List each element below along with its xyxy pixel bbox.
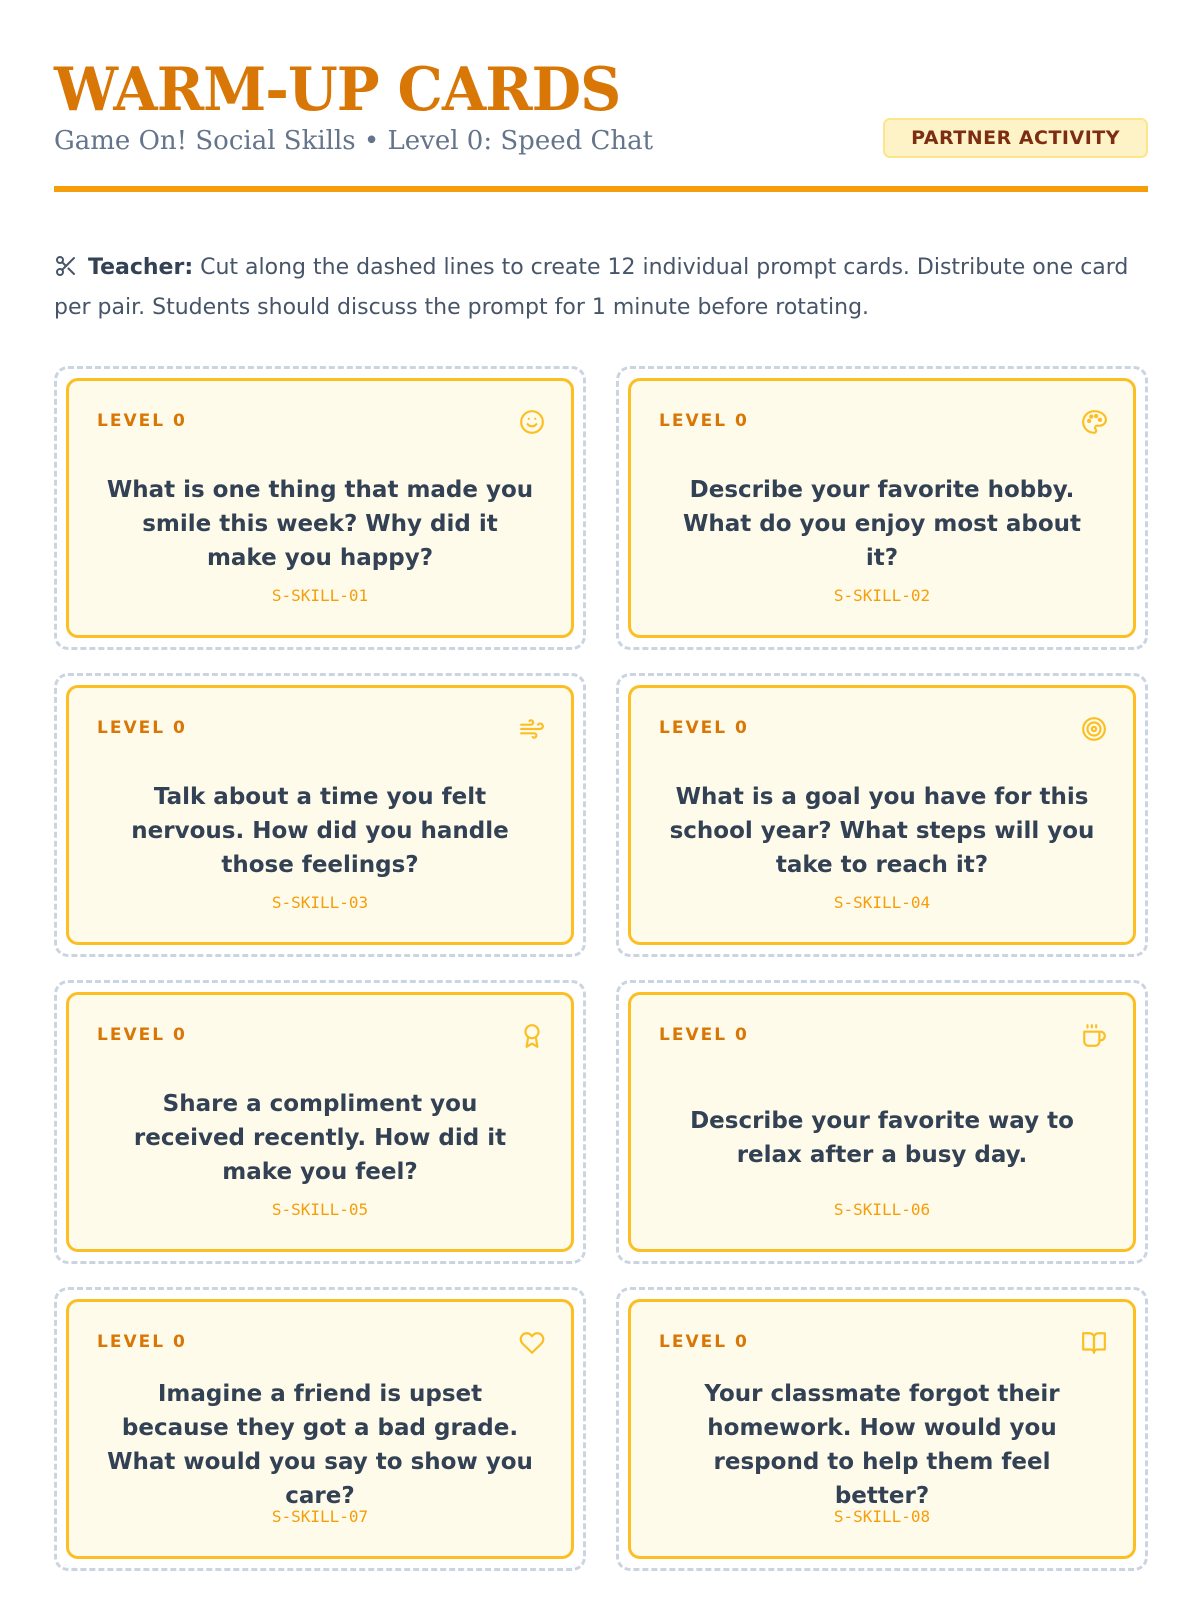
- card-level: LEVEL 0: [659, 718, 749, 738]
- prompt-card: [628, 1299, 1136, 1559]
- teacher-label: Teacher:: [88, 255, 194, 280]
- prompt-card: [628, 685, 1136, 945]
- card-code: S-SKILL-03: [271, 893, 369, 912]
- prompt-card: [66, 685, 574, 945]
- card-prompt: What is one thing that made you smile this week? Why did it make you happy?: [106, 477, 534, 571]
- page-title: WARM-UP CARDS: [54, 55, 621, 125]
- card-prompt: Describe your favorite way to relax after a busy day.: [690, 1108, 1074, 1168]
- card-prompt: Imagine a friend is upset because they got a bad grade. What would you say to show you care?: [107, 1381, 533, 1509]
- page-header: [54, 55, 1148, 158]
- card-level: LEVEL 0: [97, 1025, 187, 1045]
- cut-frame: [54, 366, 586, 650]
- card-prompt: Share a compliment you received recently. How did it make you feel?: [133, 1091, 507, 1185]
- cut-frame: [54, 980, 586, 1264]
- book-open-icon: [1081, 1330, 1107, 1356]
- cut-frame: [54, 1287, 586, 1571]
- page-subtitle: Game On! Social Skills • Level 0: Speed Chat: [54, 126, 654, 156]
- cut-frame: [616, 366, 1148, 650]
- card-level: LEVEL 0: [659, 1332, 749, 1352]
- card-code: S-SKILL-07: [271, 1507, 369, 1526]
- card-prompt: Your classmate forgot their homework. How would you respond to help them feel better?: [704, 1381, 1060, 1509]
- card-code: S-SKILL-06: [833, 1200, 931, 1219]
- heart-icon: [519, 1330, 545, 1356]
- cut-frame: [616, 1287, 1148, 1571]
- card-level: LEVEL 0: [97, 718, 187, 738]
- card-code: S-SKILL-02: [833, 586, 931, 605]
- card-code: S-SKILL-04: [833, 893, 931, 912]
- card-level: LEVEL 0: [97, 411, 187, 431]
- prompt-card: [66, 992, 574, 1252]
- card-code: S-SKILL-01: [271, 586, 369, 605]
- prompt-card: [628, 992, 1136, 1252]
- card-prompt: Talk about a time you felt nervous. How did you handle those feelings?: [131, 784, 509, 878]
- card-prompt: What is a goal you have for this school year? What steps will you take to reach it?: [669, 784, 1095, 878]
- prompt-card: [66, 1299, 574, 1559]
- card-code: S-SKILL-05: [271, 1200, 369, 1219]
- card-code: S-SKILL-08: [833, 1507, 931, 1526]
- cut-frame: [616, 980, 1148, 1264]
- prompt-card: [628, 378, 1136, 638]
- target-icon: [1081, 716, 1107, 742]
- header-divider: [54, 186, 1148, 192]
- card-level: LEVEL 0: [659, 411, 749, 431]
- cut-frame: [616, 673, 1148, 957]
- coffee-icon: [1081, 1023, 1107, 1049]
- teacher-instructions: [54, 248, 1148, 328]
- prompt-card: [66, 378, 574, 638]
- card-level: LEVEL 0: [659, 1025, 749, 1045]
- activity-badge: PARTNER ACTIVITY: [883, 118, 1148, 158]
- card-level: LEVEL 0: [97, 1332, 187, 1352]
- card-prompt: Describe your favorite hobby. What do you enjoy most about it?: [683, 477, 1081, 571]
- palette-icon: [1081, 409, 1107, 435]
- smile-icon: [519, 409, 545, 435]
- instructions-text: Cut along the dashed lines to create 12 individual prompt cards. Distribute one card per pair. Students should discuss the prompt for 1 minute before rotating.: [54, 255, 1129, 320]
- wind-icon: [519, 716, 545, 742]
- scissors-icon: [54, 252, 78, 276]
- award-icon: [519, 1023, 545, 1049]
- cut-frame: [54, 673, 586, 957]
